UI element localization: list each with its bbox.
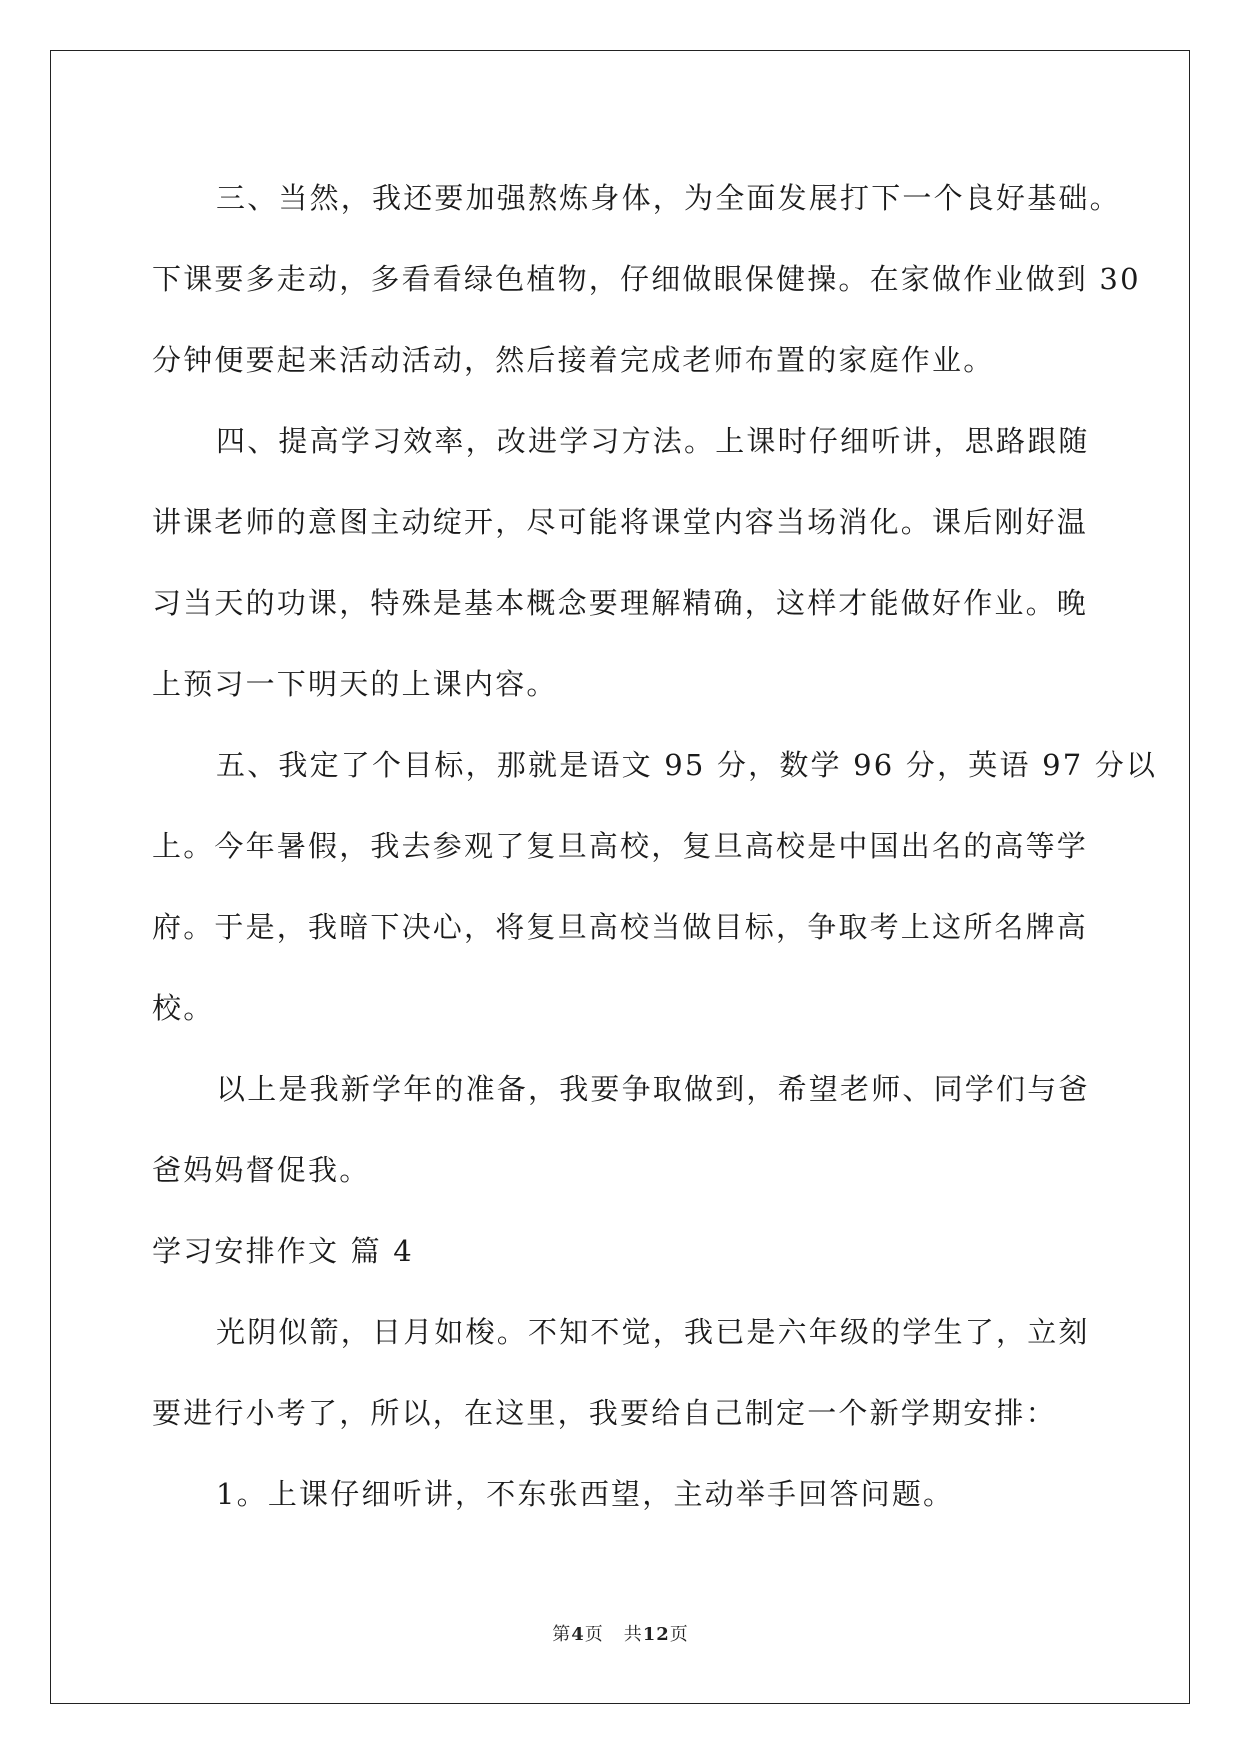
paragraph-line: 1。上课仔细听讲，不东张西望，主动举手回答问题。 — [216, 1477, 955, 1511]
paragraph-line: 五、我定了个目标，那就是语文 95 分，数学 96 分，英语 97 分以 — [216, 748, 1158, 782]
paragraph-line: 习当天的功课，特殊是基本概念要理解精确，这样才能做好作业。晚 — [152, 586, 1089, 620]
footer-page-suffix: 页 — [584, 1624, 604, 1645]
page-footer — [0, 1620, 1241, 1646]
paragraph-line: 上预习一下明天的上课内容。 — [152, 667, 558, 701]
current-page-number: 4 — [571, 1624, 585, 1645]
footer-total-prefix: 共 — [623, 1624, 643, 1645]
paragraph-line: 府。于是，我暗下决心，将复旦高校当做目标，争取考上这所名牌高 — [152, 910, 1089, 944]
paragraph-line: 以上是我新学年的准备，我要争取做到，希望老师、同学们与爸 — [216, 1072, 1090, 1106]
paragraph-line: 下课要多走动，多看看绿色植物，仔细做眼保健操。在家做作业做到 30 — [152, 262, 1141, 296]
paragraph-line: 要进行小考了，所以，在这里，我要给自己制定一个新学期安排： — [152, 1396, 1057, 1430]
footer-prefix: 第 — [552, 1624, 572, 1645]
paragraph-line: 光阴似箭，日月如梭。不知不觉，我已是六年级的学生了，立刻 — [216, 1315, 1090, 1349]
paragraph-line: 三、当然，我还要加强熬炼身体，为全面发展打下一个良好基础。 — [216, 181, 1121, 215]
paragraph-line: 四、提高学习效率，改进学习方法。上课时仔细听讲，思路跟随 — [216, 424, 1090, 458]
paragraph-line: 爸妈妈督促我。 — [152, 1153, 371, 1187]
section-heading: 学习安排作文 篇 4 — [152, 1234, 414, 1268]
document-body — [152, 158, 1158, 1535]
paragraph-line: 校。 — [152, 991, 215, 1025]
total-page-count: 12 — [642, 1624, 670, 1645]
footer-total-suffix: 页 — [669, 1624, 689, 1645]
paragraph-line: 分钟便要起来活动活动，然后接着完成老师布置的家庭作业。 — [152, 343, 995, 377]
paragraph-line: 上。今年暑假，我去参观了复旦高校，复旦高校是中国出名的高等学 — [152, 829, 1089, 863]
paragraph-line: 讲课老师的意图主动绽开，尽可能将课堂内容当场消化。课后刚好温 — [152, 505, 1089, 539]
